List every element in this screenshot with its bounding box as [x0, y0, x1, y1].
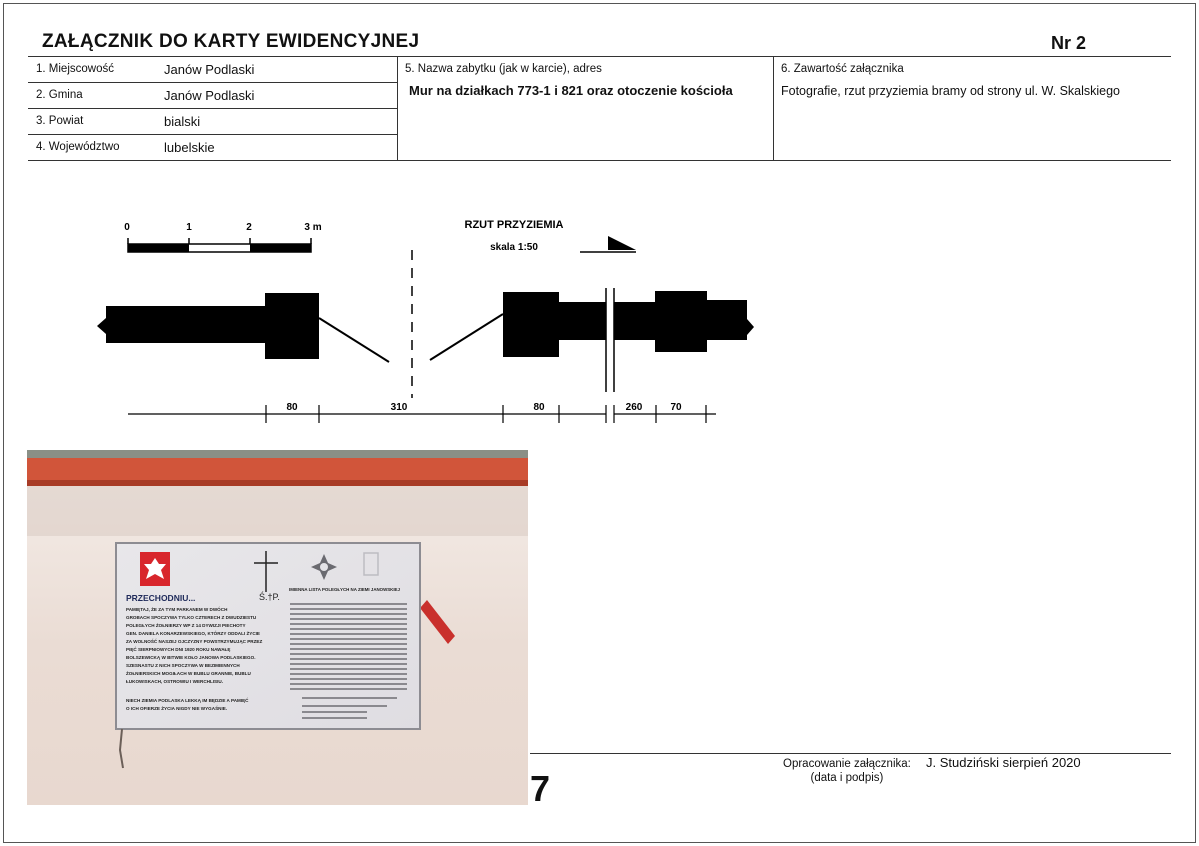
pillar-right	[503, 292, 559, 357]
plaque-text-line: PAMIĘTAJ, ŻE ZA TYM PARKANEM W DWÓCH	[126, 607, 228, 612]
plaque-text-line: GROBACH SPOCZYWA TYLKO CZTERECH Z DWUDZIESTU	[126, 615, 257, 620]
dimension-label: 80	[533, 402, 545, 413]
plaque-text-line: PIĘĆ SIERPNIOWYCH DNI 1920 ROKU NAWAŁĘ	[126, 647, 231, 652]
plaque-text-line: GEN. DANIELA KONARZEWSKIEGO, KTÓRZY ODDALI ŻYCIE	[126, 631, 260, 636]
prepared-label: Opracowanie załącznika:	[783, 758, 911, 770]
plaque-list-title: IMIENNA LISTA POLEGŁYCH NA ZIEMI JANOWSKIEJ	[289, 587, 400, 592]
plaque-text-line: SZESNASTU Z NICH SPOCZYWA W BEZIMIENNYCH	[126, 663, 240, 668]
contents-label: 6. Zawartość załącznika	[781, 63, 904, 75]
dimension-label: 70	[670, 402, 682, 413]
gate-leaf-left	[319, 318, 389, 362]
field-value-county: bialski	[164, 114, 201, 129]
plaque-text-line: POLEGŁYCH ŻOŁNIERZY WP Z 14 DYWIZJI PIECHOTY	[126, 623, 246, 628]
plaque-sp: Ś.†P.	[259, 592, 280, 602]
field-label-county: 3. Powiat	[36, 115, 84, 127]
plaque-text-line: O ICH OFIERZE ŻYCIA NIGDY NIE WYGAŚNIE.	[126, 706, 228, 711]
monument-name-label: 5. Nazwa zabytku (jak w karcie), adres	[405, 63, 602, 75]
plaque-heading: PRZECHODNIU...	[126, 593, 196, 603]
scale-label-3: 3 m	[304, 222, 322, 233]
plaque-text-line: NIECH ZIEMIA PODLASKA LEKKĄ IM BĘDZIE A PAMIĘĆ	[126, 698, 249, 703]
wall-break-mark	[97, 318, 106, 334]
pillar-left	[265, 293, 319, 359]
wall-segment	[558, 302, 606, 340]
floor-plan-drawing	[0, 0, 800, 440]
field-value-locality: Janów Podlaski	[164, 62, 255, 77]
footer-rule	[530, 753, 1171, 754]
wall-left	[106, 306, 266, 343]
field-label-commune: 2. Gmina	[36, 89, 83, 101]
coping-shadow	[27, 480, 528, 486]
prepared-by-label	[783, 757, 911, 785]
monument-name-value: Mur na działkach 773-1 i 821 oraz otoczenie kościoła	[409, 83, 733, 98]
dimension-label: 260	[625, 402, 643, 413]
field-value-voivodeship: lubelskie	[164, 140, 215, 155]
author-signature: J. Studziński sierpień 2020	[926, 755, 1081, 770]
dimension-label: 310	[390, 402, 408, 413]
plaque-text-line: ŻOŁNIERSKICH MOGIŁACH W BUBLU GRANNIE, BUBLU	[126, 671, 251, 676]
direction-arrow-icon	[608, 236, 636, 250]
wall-shadow-band	[27, 486, 528, 536]
scale-label-1: 1	[186, 222, 192, 233]
scale-label-2: 2	[246, 222, 252, 233]
scale-bar-segment	[250, 244, 311, 252]
contents-value: Fotografie, rzut przyziemia bramy od strony ul. W. Skalskiego	[781, 84, 1121, 98]
wall-break-mark	[747, 319, 754, 335]
dimension-label: 80	[286, 402, 298, 413]
scale-label-0: 0	[124, 222, 130, 233]
plaque-text-line: ZA WOLNOŚĆ NASZEJ OJCZYZNY POWSTRZYMUJĄC PRZEZ	[126, 639, 263, 644]
plaque-photo	[27, 450, 528, 805]
document-title: ZAŁĄCZNIK DO KARTY EWIDENCYJNEJ	[42, 31, 420, 52]
pillar-far-right	[655, 291, 707, 352]
plaque-text-line: ŁUKOWISKACH, OSTROWIU I WERCHLISIU.	[126, 679, 223, 684]
plan-title: RZUT PRZYZIEMIA	[464, 219, 564, 231]
wall-right	[706, 300, 747, 340]
photo-number: 7	[530, 768, 551, 809]
date-sign-label: (data i podpis)	[810, 772, 884, 784]
scale-bar-segment	[128, 244, 189, 252]
wall-segment	[614, 302, 656, 340]
field-value-commune: Janów Podlaski	[164, 88, 255, 103]
plan-scale: skala 1:50	[490, 242, 538, 253]
gate-leaf-right	[430, 314, 503, 360]
document-number: Nr 2	[1051, 33, 1087, 53]
plaque-text-line: BOLSZEWICKĄ W BITWIE KOŁO JANOWA PODLASKIEGO.	[126, 655, 256, 660]
field-label-locality: 1. Miejscowość	[36, 63, 114, 75]
field-label-voivodeship: 4. Województwo	[36, 141, 120, 153]
